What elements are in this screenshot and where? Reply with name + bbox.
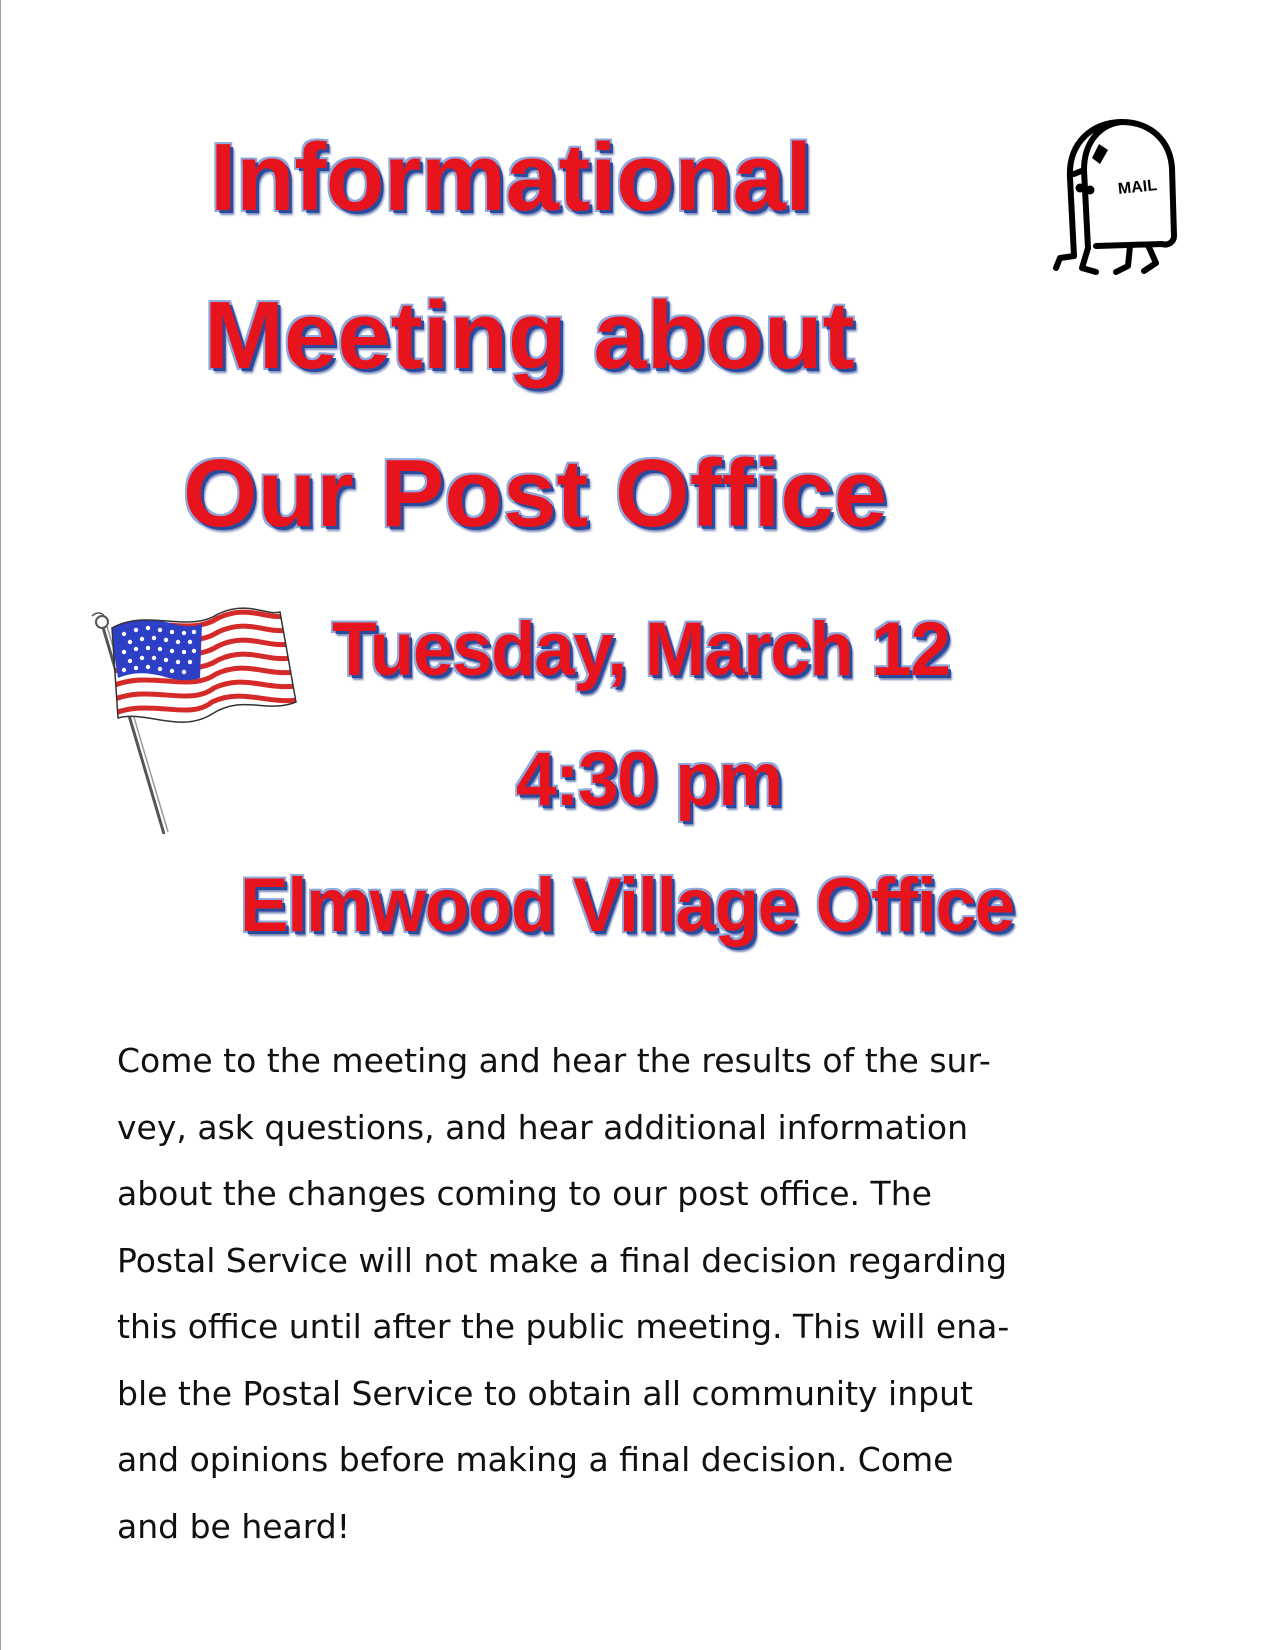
title-line-2: Meeting about [204,282,855,389]
walking-mailbox-icon [1052,108,1182,283]
description-line: this office until after the public meeting. This will ena- [117,1307,1010,1346]
meeting-location: Elmwood Village Office [240,863,1014,948]
meeting-time: 4:30 pm [516,737,782,822]
description-line: ble the Postal Service to obtain all community input [117,1373,973,1413]
description-line: vey, ask questions, and hear additional information [117,1107,969,1147]
title-line-1: Informational [210,124,812,231]
description-line: about the changes coming to our post office. The [117,1174,932,1213]
description-line: and opinions before making a final decision. Come [117,1440,954,1479]
american-flag-icon [88,606,298,836]
title-line-3: Our Post Office [183,440,888,547]
page-border [0,0,1,1650]
meeting-description [117,1028,1137,1560]
mailbox-label: MAIL [1117,177,1158,199]
description-line: and be heard! [117,1506,350,1546]
description-line: Postal Service will not make a final decision regarding [117,1240,1008,1280]
meeting-date: Tuesday, March 12 [332,607,950,692]
description-line: Come to the meeting and hear the results of the sur- [117,1041,991,1080]
